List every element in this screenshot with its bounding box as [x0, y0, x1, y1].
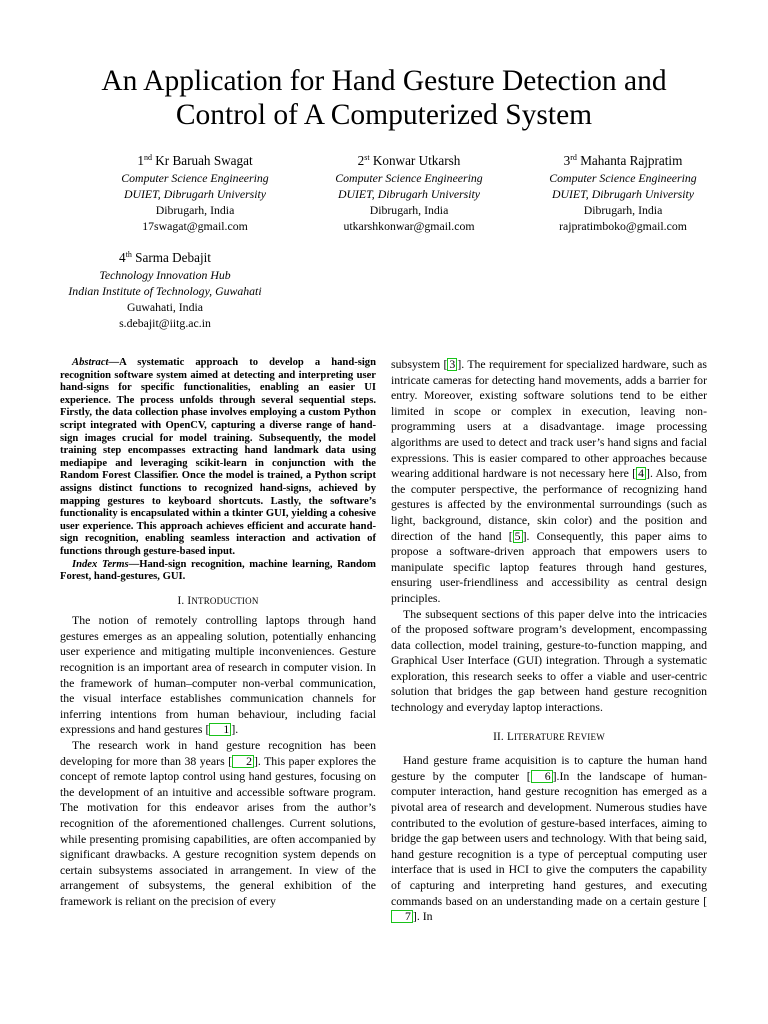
right-column	[391, 357, 707, 925]
author-location: Dibrugarh, India	[369, 203, 449, 217]
author-university: Indian Institute of Technology, Guwahati	[68, 284, 262, 298]
section-heading-introduction: I. INTRODUCTION	[177, 594, 259, 607]
index-terms-label: Index Terms	[72, 558, 129, 570]
author-block-3	[508, 152, 738, 234]
citation-link[interactable]: 5	[514, 528, 521, 543]
index-terms	[60, 559, 376, 584]
author-university: DUIET, Dibrugarh University	[337, 187, 481, 201]
paragraph: The research work in hand gesture recognition has been developing for more than 38 years [ 2 ]. This paper explores the concept of remote laptop control using hand gestures, focusing on the development of an intuitive and accessible software program. The motivation for this endeavor arises from the author’s recognition of the aforementioned challenges. Current solutions, while presenting promising capabilities, are often accompanied by significant drawbacks. A gesture recognition system depends on certain subsystems associated in arrangement. In view of the arrangement of subsystems, the general exhibition of the framework is reliant on the precision of every	[60, 738, 376, 908]
citation-link[interactable]: 7	[391, 910, 413, 923]
title-line-2: Control of A Computerized System	[175, 99, 593, 131]
paragraph: Hand gesture frame acquisition is to capture the human hand gesture by the computer [ 6 ].In the landscape of human-computer interaction, hand gesture recognition has emerged as a pivotal area of research and development. Numerous studies have contributed to the evolution of gesture-based interfaces, aiming to bridge the gap between users and technology. With that being said, hand gesture recognition is a type of perceptual computing user interface that is used in HCI to give the computers the capability of capturing and interpreting hand gestures, and executing commands based on an understanding made on a certain gesture [7 ]. In	[391, 753, 708, 924]
author-name: 1nd Kr Baruah Swagat	[137, 153, 253, 168]
author-block-4	[50, 249, 280, 331]
paper-title	[0, 64, 768, 132]
left-column	[60, 357, 376, 910]
author-university: DUIET, Dibrugarh University	[551, 187, 695, 201]
author-location: Dibrugarh, India	[155, 203, 235, 217]
abstract-text: —A systematic approach to develop a hand-sign recognition software system aimed at detecting and interpreting user hand-signs for specific functionalities, enabling an easier UI experience. The process unfolds through several sequential steps. Firstly, the data collection phase involves employing a custom Python script integrated with OpenCV, capturing a diverse range of hand-sign images crucial for model training. Subsequently, the model training step encompasses extracting hand landmark data using mediapipe and leveraging scikit-learn in conjunction with the Random Forest Classifier. Once the model is trained, a Python script assigns distinct functions to recognized hand-signs, achieved by mapping gestures to keyboard shortcuts. Lastly, the software’s functionality is encapsulated within a tkinter GUI, yielding a cohesive user experience. This approach achieves efficient and accurate hand-sign recognition, enabling seamless interaction and activation of functions through gesture-based input.	[60, 357, 376, 557]
citation-link[interactable]: 6	[531, 770, 553, 783]
author-department: Computer Science Engineering	[121, 171, 269, 185]
citation-link[interactable]: 4	[638, 466, 645, 481]
paragraph: subsystem [ 3 ]. The requirement for specialized hardware, such as intricate cameras for detecting hand movements, adds a barrier for entry. Moreover, existing software solutions tend to be either limited in scope or complex in execution, leaving non-programming users at a disadvantage. image processing algorithms are used to detect and track user’s hand signs and facial expressions. This is easier compared to other approaches because wearing additional hardware is not necessary here [ 4 ]. Also, from the computer perspective, the performance of recognizing hand gestures is affected by the environmental surroundings (such as light, background, distance, skin color) and the position and direction of the hand [ 5 ]. Consequently, this paper aims to propose a software-driven approach that empowers users to manipulate specific laptop features through hand gestures, ensuring user-friendliness and accessibility as central design principles.	[391, 357, 707, 605]
author-email: utkarshkonwar@gmail.com	[343, 219, 475, 233]
author-department: Technology Innovation Hub	[99, 268, 231, 282]
author-location: Dibrugarh, India	[583, 203, 663, 217]
author-block-2	[294, 152, 524, 234]
author-location: Guwahati, India	[126, 300, 203, 314]
title-line-1: An Application for Hand Gesture Detection and	[101, 65, 667, 97]
author-name: 4th Sarma Debajit	[119, 250, 211, 265]
author-department: Computer Science Engineering	[549, 171, 697, 185]
author-email: 17swagat@gmail.com	[142, 219, 248, 233]
citation-link[interactable]: 3	[449, 357, 456, 371]
author-university: DUIET, Dibrugarh University	[123, 187, 267, 201]
citation-link[interactable]: 2	[232, 755, 254, 768]
paragraph: The subsequent sections of this paper delve into the intricacies of the proposed software program’s development, encompassing data collection, model training, gesture-to-function mapping, and Graphical User Interface (GUI) integration. Through a systematic exploration, this research seeks to offer a viable and user-centric solution that bridges the gap between hand gesture recognition technology and everyday laptop interactions.	[391, 606, 707, 715]
author-department: Computer Science Engineering	[335, 171, 483, 185]
author-email: s.debajit@iitg.ac.in	[119, 316, 211, 330]
citation-link[interactable]: 1	[209, 723, 231, 736]
section-heading-literature-review: II. LITERATURE REVIEW	[493, 730, 605, 743]
paragraph: The notion of remotely controlling laptops through hand gestures emerges as an appealing solution, potentially enhancing user experience and mitigating multiple inconveniences. Gesture recognition is an important area of research in computer vision. In the framework of human–computer non-verbal communication, the visual interface establishes communication channels for inferring intentions from human behaviour, including facial expressions and hand gestures [ 1 ].	[60, 613, 376, 737]
author-block-1	[80, 152, 310, 234]
abstract	[60, 357, 376, 559]
author-name: 3rd Mahanta Rajpratim	[563, 153, 683, 168]
author-name: 2st Konwar Utkarsh	[357, 153, 461, 168]
abstract-label: Abstract	[72, 357, 109, 368]
author-email: rajpratimboko@gmail.com	[559, 219, 687, 233]
index-terms-text: —Hand-sign recognition, machine learning, Random Forest, hand-gestures, GUI.	[60, 558, 376, 583]
